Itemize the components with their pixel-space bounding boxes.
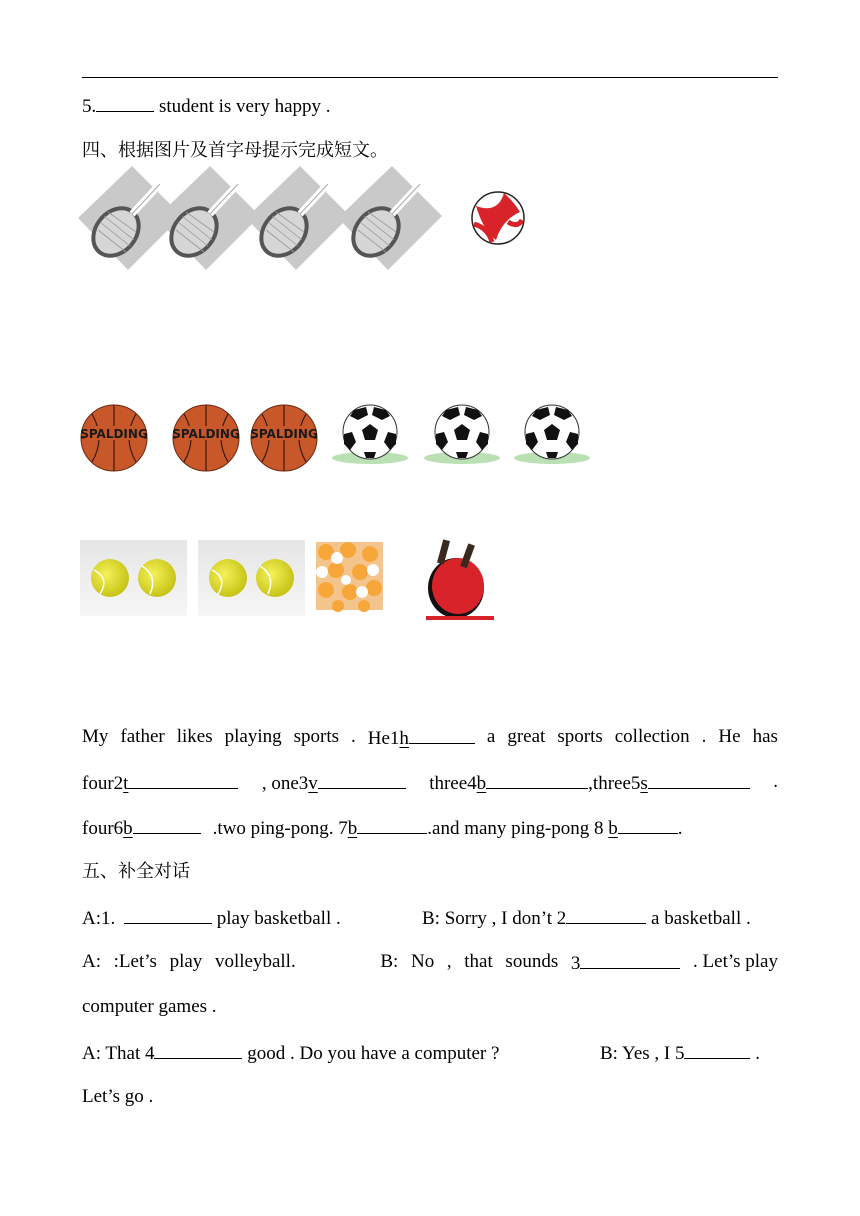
blank-1[interactable] [399, 728, 475, 749]
ping-pong-paddles [426, 539, 494, 620]
word: volleyball. [214, 951, 296, 972]
word: . [701, 726, 707, 747]
word: collection [614, 726, 690, 747]
dialog-text: . Let’s play [693, 951, 778, 972]
blank-3-letter: v [308, 773, 318, 794]
blank-6-letter: b [123, 818, 133, 839]
dialog-blank-1[interactable] [124, 905, 212, 924]
blank-5[interactable] [648, 770, 750, 789]
blank-6[interactable] [133, 815, 201, 834]
dialog-text: play basketball . [212, 908, 341, 929]
football-3 [514, 405, 590, 464]
blank-2[interactable] [128, 770, 238, 789]
blank-3[interactable] [318, 770, 406, 789]
word: :Let’s [113, 951, 157, 972]
word: , one3 [261, 773, 309, 794]
word: great [507, 726, 546, 747]
q5-blank[interactable] [96, 93, 154, 112]
word: .two ping-pong. 7 [212, 818, 348, 839]
word: play [169, 951, 203, 972]
tennis-racket-3 [246, 166, 350, 270]
blank-4[interactable] [486, 770, 588, 789]
blank-2-group [82, 770, 238, 796]
word: playing [224, 726, 282, 747]
blank-1-letter: h [399, 728, 409, 749]
top-rule [82, 77, 778, 78]
word: that [464, 951, 493, 972]
tennis-balls-1 [80, 540, 187, 616]
blank-7[interactable] [357, 815, 427, 834]
word: four6 [82, 818, 124, 839]
blank-8-letter: b [608, 818, 618, 839]
blank-5-letter: s [640, 773, 648, 794]
word: He1 [367, 728, 400, 749]
dialog-line-3: computer games . [82, 996, 217, 1017]
blank-2-letter: t [123, 773, 129, 794]
tennis-racket-2 [156, 166, 260, 270]
word: likes [176, 726, 213, 747]
blank-8[interactable] [618, 815, 678, 834]
dialog-blank-3[interactable] [580, 950, 680, 969]
word: 3 [570, 953, 581, 974]
volleyball [472, 192, 524, 244]
basketballs-footballs-row: SPALDING [78, 400, 590, 476]
word: My [82, 726, 109, 747]
word: ,three5 [588, 773, 641, 794]
basketball-1 [80, 405, 148, 471]
question-5 [82, 93, 331, 119]
word: a [486, 726, 496, 747]
passage-line-1 [82, 725, 778, 751]
word: A: [82, 951, 101, 972]
dialog-line-2 [82, 950, 778, 976]
passage-line-3 [82, 815, 683, 841]
basketball-2 [172, 405, 240, 471]
word: three4 [429, 773, 477, 794]
word: . [351, 726, 356, 747]
ping-pong-balls [316, 542, 383, 612]
dialog-text: B: Yes , I 5 [600, 1043, 685, 1064]
dialog-line-4b [600, 1040, 760, 1066]
word: B: [380, 951, 399, 972]
basketball-3 [250, 405, 318, 471]
blank-7-letter: b [347, 818, 358, 839]
dialog-blank-2[interactable] [566, 905, 646, 924]
blank-4-group [429, 770, 750, 796]
dialog-blank-5[interactable] [684, 1040, 750, 1059]
dialog-text: B: Sorry , I don’t 2 [422, 908, 567, 929]
dialog-line-5: Let’s go . [82, 1086, 154, 1107]
word: has [752, 726, 778, 747]
football-2 [424, 405, 500, 464]
word: four2 [82, 773, 124, 794]
blank-4-letter: b [476, 773, 487, 794]
word: . [677, 818, 683, 839]
dialog-blank-3-group [571, 950, 681, 976]
q5-number: 5. [82, 96, 97, 117]
q5-text: student is very happy . [154, 96, 331, 117]
dialog-line-1b [422, 905, 751, 931]
tennisballs-pingpong-row [80, 540, 500, 622]
dialog-text: . [750, 1043, 760, 1064]
word: No [410, 951, 435, 972]
dialog-text: a basketball . [646, 908, 751, 929]
blank-3-group [262, 770, 406, 796]
word: sounds [505, 951, 559, 972]
section-5-heading: 五、补全对话 [82, 861, 190, 882]
word: sports [557, 726, 603, 747]
dialog-text: A:1. [82, 908, 120, 929]
dialog-line-4a [82, 1040, 499, 1066]
dialog-text: A: That 4 [82, 1043, 155, 1064]
word: .and many ping-pong 8 [427, 818, 609, 839]
football-1 [332, 405, 408, 464]
rackets-volleyball-row [78, 166, 538, 272]
word: . [773, 771, 778, 792]
word: , [446, 951, 452, 972]
section-4-heading: 四、根据图片及首字母提示完成短文。 [82, 140, 388, 161]
dialog-text: good . Do you have a computer ? [242, 1043, 500, 1064]
tennis-balls-2 [198, 540, 305, 616]
word: He [718, 726, 741, 747]
passage-line-2 [82, 770, 778, 796]
word: father [120, 726, 165, 747]
word: sports [293, 726, 340, 747]
tennis-racket-4 [338, 166, 442, 270]
blank-1-group [368, 725, 475, 751]
dialog-line-1a [82, 905, 341, 931]
dialog-blank-4[interactable] [154, 1040, 242, 1059]
